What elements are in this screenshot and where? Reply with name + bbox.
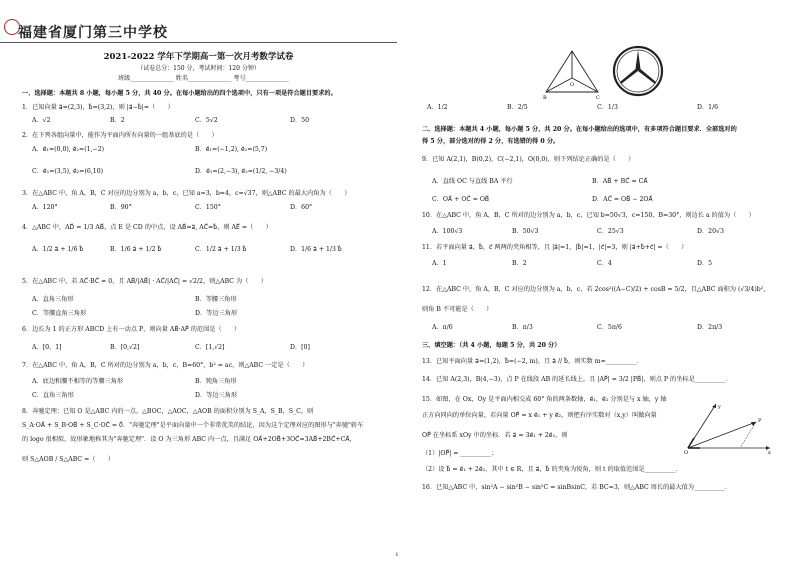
question-11: 11．若平面向量 a⃗，b⃗，c⃗ 两两的夹角相等，且 |a⃗|=1，|b⃗|=1，|c⃗|=3，则 |a⃗+b⃗+c⃗| =（ ） [422,244,688,251]
section-1-heading: 一、选择题：本题共 8 小题，每小题 5 分，共 40 分。在每小题给出的四个选项中，只有一项是符合题目要求的。 [22,90,337,97]
question-13: 13．已知平面向量 a⃗=(1,2)，b⃗=(−2, m)，且 a⃗ // b⃗，则实数 m=__________． [422,358,643,365]
question-15-line-2: 正方向同向的单位向量，若向量 OP⃗ = x e⃗₁ + y e⃗₂，则把有序实数对（x,y）叫做向量 [422,412,657,419]
question-1: 1．已知向量 a⃗=(2,3)，b⃗=(3,2)，则 |a⃗−b⃗|=（ ） [22,104,174,111]
svg-text:B: B [543,95,547,100]
q1-option-b: B．2 [110,117,125,124]
question-8-line-4: 则 S△AOB / S△ABC =（ ） [22,456,115,463]
q7-option-a: A．底边和腰不相等的等腰三角形 [32,378,124,385]
question-9: 9．已知 A(2,1)，B(0,2)，C(−2,1)，O(0,0)，则下列结论正确的是（ ） [422,156,635,163]
q6-option-b: B．[0,√2] [110,344,140,351]
question-3: 3．在△ABC 中，角 A，B，C 对应的边分别为 a，b，c，已知 a=3，b=4，c=√37，则△ABC 的最大内角为（ ） [22,190,351,197]
q2-option-d: D．e⃗₁=(2,−3), e⃗₂=(1/2, −3/4) [195,168,287,175]
q6-option-c: C．[1,√2] [195,344,225,351]
q9-option-b: B．AB⃗ + BC⃗ = CA⃗ [592,178,648,185]
question-2: 2．在下列各组向量中，能作为平面内所有向量的一组基底的是（ ） [22,132,218,139]
q8-option-a: A．1/2 [427,104,448,111]
q7-option-b: B．钝角三角形 [195,378,237,385]
svg-text:x: x [768,450,771,454]
question-5: 5．在△ABC 中，若 AC⃗·BC⃗ = 0，且 AB⃗/|AB⃗| · AC⃗/|AC⃗| = √2/2，则△ABC 为（ ） [22,278,267,285]
question-8-line-2: S_A·OA⃗ + S_B·OB⃗ + S_C·OC⃗ = 0⃗．"奔驰定理"是平面向量中一个非常优美的结论，因为这个定理对应的图形与"奔驰"轿车 [22,422,364,429]
q4-option-a: A．1/2 a⃗ + 1/6 b⃗ [32,246,84,253]
q5-option-a: A．直角三角形 [32,296,74,303]
section-2-heading: 二、选择题：本题共 4 小题，每小题 5 分，共 20 分。在每小题给出的选项中，有多项符合题目要求．全部选对的 [422,126,737,133]
q5-option-c: C．等腰直角三角形 [32,310,87,317]
right-column [397,0,794,561]
q2-option-c: C．e⃗₁=(3,5), e⃗₂=(6,10) [32,168,104,175]
q12-option-c: C．5π/6 [597,324,622,331]
question-10: 10．在△ABC 中，角 A，B，C 所对的边分别为 a，b，c，已知 b=50√3，c=150，B=30°，则边长 a 的值为（ ） [422,212,755,219]
q12-option-a: A．π/6 [432,324,453,331]
q12-option-d: D．2π/3 [697,324,723,331]
q4-option-c: C．1/2 a⃗ + 1/3 b⃗ [195,246,247,253]
q5-option-b: B．等腰三角形 [195,296,237,303]
q9-option-a: A．直线 OC 与直线 BA 平行 [432,178,513,185]
question-7: 7．在△ABC 中，角 A，B，C 所对的边分别为 a，b，c，B=60°，b² = ac，则△ABC 一定是（ ） [22,362,309,369]
oblique-axes-figure [684,402,774,454]
triangle-figure [542,48,602,100]
section-3-heading: 三、填空题：（共 4 小题，每题 5 分，共 20 分） [422,342,561,349]
exam-subtitle: （试卷总分：150 分，考试时间：120 分钟） [137,65,260,72]
page-number: 1 [395,552,399,558]
question-12: 12．在△ABC 中，角 A，B，C 对应的边分别为 a，b，c，若 2cos²((A−C)/2) + cosB = 5/2，且△ABC 面积为 (√3/4)b²， [422,286,770,293]
q8-option-b: B．2/5 [507,104,528,111]
q5-option-d: D．等边三角形 [195,310,238,317]
q3-option-a: A．120° [32,204,58,211]
question-15-line-3: OP⃗ 在坐标系 xOy 中的坐标．若 a⃗ = 3e⃗₁ + 2e⃗₂，则 [422,432,568,439]
q1-option-d: D．50 [290,117,310,124]
q11-option-d: D．5 [697,260,713,267]
question-8-line-3: 的 logo 很相似，故形象地称其为"奔驰定理"．设 O 为三角形 ABC 内一点，且满足 OA⃗+2OB⃗+3OC⃗=3AB⃗+2BC⃗+CA⃗， [22,436,356,443]
question-15-line-1: 15．如图，在 Ox，Oy 是平面内相交成 60° 角的两条数轴，e⃗₁，e⃗₂ 分别是与 x 轴，y 轴 [422,396,667,403]
q2-option-b: B．e⃗₁=(−1,2), e⃗₂=(5,7) [195,146,268,153]
q9-option-d: D．AC⃗ = OB⃗ − 2OA⃗ [592,196,653,203]
q11-option-a: A．1 [432,260,447,267]
q10-option-b: B．50√3 [512,228,539,235]
q9-option-c: C．OA⃗ + OC⃗ = OB⃗ [432,196,490,203]
svg-text:C: C [596,95,600,100]
question-6: 6．边长为 1 的正方形 ABCD 上有一动点 P，则向量 AB⃗·AP⃗ 的范围是（ ） [22,326,241,333]
q3-option-d: D．60° [290,204,313,211]
q6-option-a: A．[0，1] [32,344,62,351]
svg-text:y: y [718,404,721,410]
q3-option-c: C．150° [195,204,221,211]
q4-option-b: B．1/6 a⃗ + 1/2 b⃗ [110,246,162,253]
q1-option-a: A．√2 [32,117,51,124]
q10-option-d: D．20√3 [697,228,724,235]
q1-option-c: C．5√2 [195,117,218,124]
exam-title: 2021-2022 学年下学期高一第一次月考数学试卷 [103,52,294,62]
q10-option-c: C．25√3 [597,228,624,235]
school-name: 福建省厦门第三中学校 [18,25,168,41]
benz-logo-icon [609,44,667,98]
q8-option-c: C．1/3 [597,104,618,111]
question-15-part-2: （2）设 b⃗ = e⃗₁ + 2e⃗₂，其中 t ∈ R，且 a⃗，b⃗ 的夹角为锐角，则 t 的取值范围是__________． [422,466,682,473]
question-12-line-2: 则角 B 不可能是（ ） [422,306,493,313]
svg-text:O: O [570,82,575,88]
q7-option-c: C．直角三角形 [32,392,74,399]
q11-option-b: B．2 [512,260,527,267]
question-8-line-1: 8．奔驰定理：已知 O 是△ABC 内的一点，△BOC，△AOC，△AOB 的面积分别为 S_A，S_B，S_C，则 [22,408,314,415]
q10-option-a: A．100√3 [432,228,463,235]
q11-option-c: C．4 [597,260,612,267]
q7-option-d: D．等边三角形 [195,392,238,399]
question-4: 4．△ABC 中，AD⃗ = 1/3 AB⃗，点 E 是 CD 的中点，设 AB⃗=a⃗, AC⃗=b⃗，则 AE⃗ =（ ） [22,224,272,231]
section-2-heading-line-2: 得 5 分，部分选对的得 2 分，有选错的得 0 分。 [422,138,560,145]
svg-text:O: O [684,450,689,454]
svg-text:P: P [758,418,762,424]
question-15-part-1: （1）|OP⃗| = __________； [422,450,498,457]
q6-option-d: D．[0] [290,344,310,351]
header-rule [0,42,397,43]
q3-option-b: B．90° [110,204,132,211]
q8-option-d: D．1/6 [697,104,719,111]
q2-option-a: A．e⃗₁=(0,0), e⃗₂=(1,−2) [32,146,105,153]
q4-option-d: D．1/6 a⃗ + 1/3 b⃗ [290,246,342,253]
student-info-line: 班级______________ 姓名______________ 考号______________ [118,75,289,82]
question-16: 16．已知△ABC 中，sin²A − sin²B − sin²C = sinBsinC，若 BC=3，则△ABC 周长的最大值为__________． [422,484,732,491]
q12-option-b: B．π/3 [512,324,533,331]
question-14: 14．已知 A(2,3)，B(4,−3)，点 P 在线段 AB 的延长线上，且 |AP⃗| = 3/2 |PB⃗|，则点 P 的坐标是__________． [422,376,732,383]
